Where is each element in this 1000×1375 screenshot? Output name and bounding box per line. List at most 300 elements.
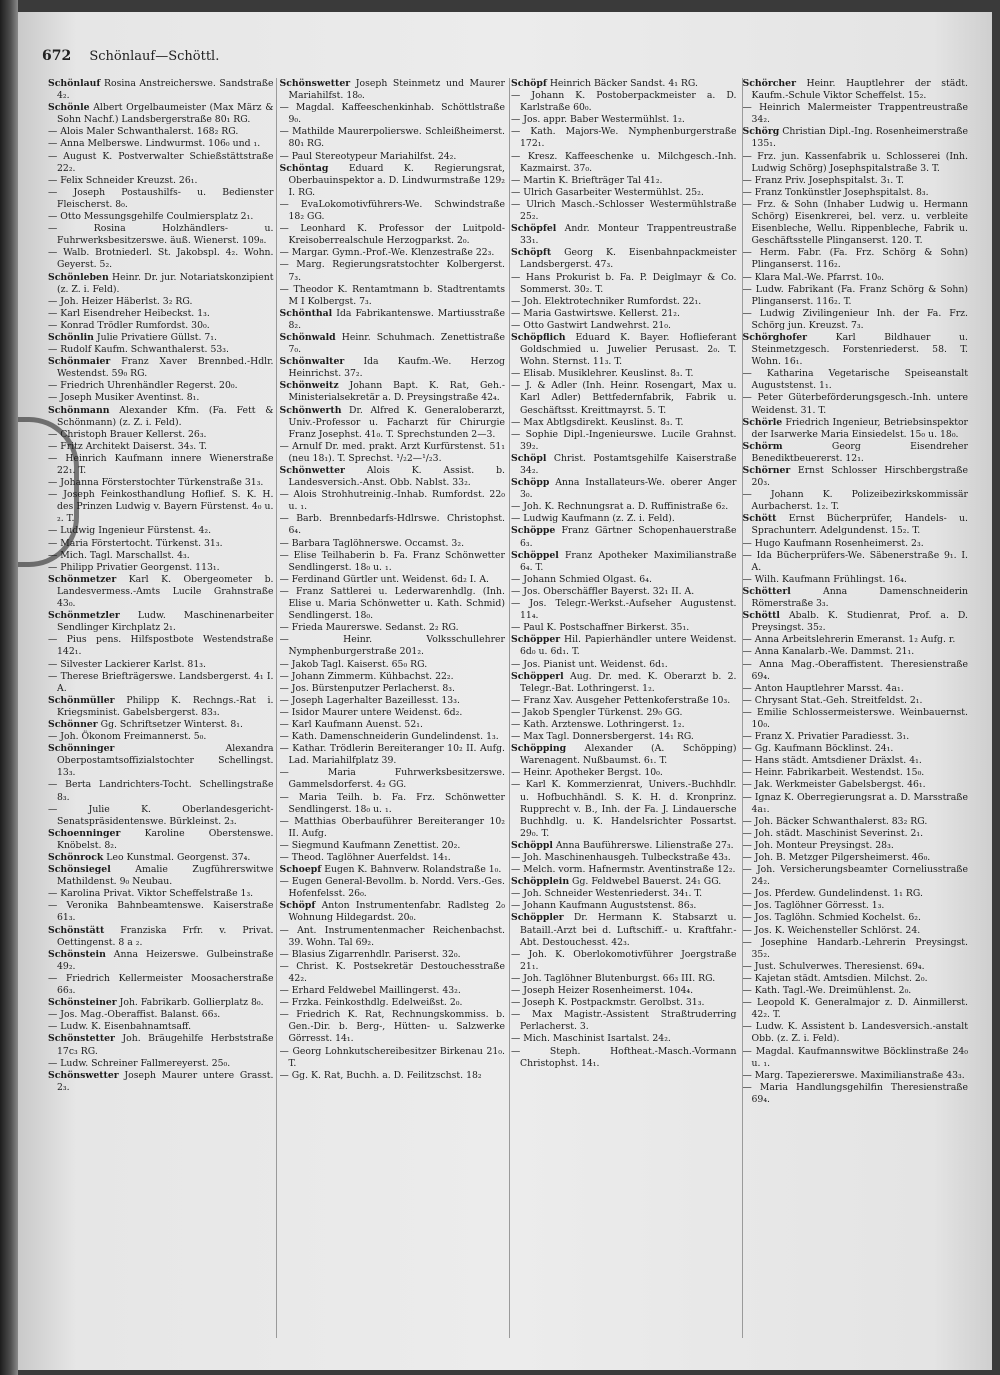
entry-details: — Mathilde Maurerpolierswe. Schleißheimerst. 80₁ RG.	[279, 126, 505, 150]
directory-entry	[48, 441, 274, 453]
directory-entry	[280, 538, 506, 550]
directory-entry	[743, 538, 969, 550]
entry-details: — Alois Maler Schwanthalerst. 168₂ RG.	[48, 126, 239, 138]
entry-details: Karl K. Obergeometer b. Landesvermess.-Amts Lucile Grahnstraße 43₀.	[57, 573, 274, 610]
entry-details: — Joh. städt. Maschinist Severinst. 2₁.	[742, 827, 924, 839]
directory-entry	[743, 513, 969, 537]
entry-details: — Ferdinand Gürtler unt. Weidenst. 6d₂ I. A.	[279, 573, 490, 585]
entry-details: — Ludw. Schreiner Fallmereyerst. 25₀.	[48, 1057, 231, 1069]
entry-details: — Johann Schmied Olgast. 6₄.	[511, 573, 652, 585]
entry-details: — Pius pens. Hilfspostbote Westendstraße 142₁.	[48, 634, 274, 658]
entry-details: — Joseph K. Postpackmstr. Gerolbst. 31₃.	[511, 997, 705, 1009]
directory-entry	[48, 973, 274, 997]
entry-details: — Konrad Trödler Rumfordst. 30₀.	[48, 319, 210, 331]
directory-entry	[743, 586, 969, 610]
entry-details: Anna Damenschneiderin Römerstraße 3₃.	[751, 585, 968, 610]
directory-entry	[511, 985, 737, 997]
entry-details: — Kath. Damenschneiderin Gundelindenst. 1₃.	[279, 731, 499, 743]
entry-details: Alexandra Oberpostamtsoffizialstochter Schellingst. 13₃.	[57, 743, 274, 779]
directory-entry	[511, 199, 737, 223]
directory-entry	[511, 622, 737, 634]
entry-surname: Schönwetter	[279, 465, 345, 476]
entry-details: — Ulrich Masch.-Schlosser Westermühlstraße 25₂.	[511, 198, 737, 223]
directory-entry	[743, 659, 969, 683]
directory-entry	[48, 695, 274, 719]
directory-entry	[48, 175, 274, 187]
entry-details: — J. & Adler (Inh. Heinr. Rosengart, Max u. Karl Adler) Bettfedernfabrik, Fabrik u. Geschäftsst. Kreittmayrst. 5. T.	[511, 380, 737, 416]
entry-details: — Friedrich K. Rat, Rechnungskommiss. b. Gen.-Dir. b. Berg-, Hütten- u. Salzwerke Görresst. 14₁.	[279, 1009, 505, 1045]
directory-entry	[743, 707, 969, 731]
directory-entry	[280, 864, 506, 876]
entry-surname: Schönmüller	[48, 694, 115, 706]
directory-entry	[511, 997, 737, 1009]
directory-entry	[511, 574, 737, 586]
directory-entry	[511, 743, 737, 767]
entry-details: — Ludw. Fabrikant (Fa. Franz Schörg & Sohn) Plinganserst. 116₂. T.	[742, 283, 968, 307]
directory-entry	[280, 634, 506, 658]
directory-entry	[280, 767, 506, 791]
directory-entry	[511, 78, 737, 90]
entry-details: Anna Installateurs-We. oberer Anger 3₀.	[520, 477, 737, 501]
directory-entry	[280, 247, 506, 259]
entry-details: Joh. Fabrikarb. Gollierplatz 8₀.	[119, 997, 264, 1009]
directory-entry	[743, 985, 969, 997]
directory-entry	[48, 126, 274, 138]
directory-entry	[511, 598, 737, 622]
entry-details: — Philipp Privatier Georgenst. 113₁.	[48, 561, 220, 573]
entry-surname: Schöpperl	[511, 670, 564, 682]
entry-details: Alexander (A. Schöpping) Warenagent. Nußbaumst. 6₁. T.	[520, 743, 737, 767]
directory-entry	[280, 731, 506, 743]
entry-details: Albert Orgelbaumeister (Max März & Sohn Nachf.) Landsbergerstraße 80₁ RG.	[57, 102, 274, 126]
directory-entry	[280, 792, 506, 816]
book-binding-shadow	[0, 0, 18, 1375]
directory-entry	[743, 272, 969, 284]
entry-details: Aug. Dr. med. K. Oberarzt b. 2. Telegr.-Bat. Lothringerst. 1₂.	[520, 670, 737, 694]
directory-entry	[280, 683, 506, 695]
column-4	[743, 78, 969, 1343]
directory-entry	[48, 659, 274, 671]
directory-entry	[743, 550, 969, 574]
entry-details: — Maria Gastwirtswe. Kellerst. 21₂.	[511, 307, 680, 319]
entry-details: — Isidor Maurer untere Weidenst. 6d₂.	[279, 706, 463, 718]
entry-surname: Schönlauf	[48, 78, 101, 89]
entry-details: — Ludw. K. Eisenbahnamtsaff.	[48, 1021, 192, 1033]
directory-entry	[743, 441, 969, 465]
entry-surname: Schöpflich	[511, 331, 566, 343]
directory-entry	[280, 223, 506, 247]
entry-details: — Christoph Brauer Kellerst. 26₃.	[48, 428, 207, 440]
directory-entry	[280, 659, 506, 671]
directory-entry	[48, 320, 274, 332]
entry-details: Heinrich Bäcker Sandst. 4₁ RG.	[549, 78, 698, 89]
entry-details: — Blasius Zigarrenhdlr. Pariserst. 32₀.	[279, 948, 461, 960]
entry-details: — Elise Teilhaberin b. Fa. Franz Schönwetter Sendlingerst. 18₀ u. ₁.	[279, 549, 505, 573]
directory-entry	[743, 779, 969, 791]
entry-details: — Theodor K. Rentamtmann b. Stadtrentamts M I Kolbergst. 7₃.	[279, 283, 505, 307]
directory-columns	[48, 78, 968, 1343]
entry-details: — Jos. Oberschäffler Bayerst. 32₁ II. A.	[511, 585, 695, 597]
entry-details: Heinr. Dr. jur. Notariatskonzipient (z. Z. i. Feld).	[57, 271, 274, 295]
entry-surname: Schörle	[742, 416, 783, 428]
entry-surname: Schönmetzer	[48, 573, 117, 585]
directory-entry	[511, 1033, 737, 1045]
entry-details: — Joh. B. Metzger Pilgersheimerst. 46₀.	[742, 852, 931, 863]
directory-entry	[743, 731, 969, 743]
entry-details: — Joh. K. Oberlokomotivführer Joergstraße 21₁.	[511, 948, 737, 972]
directory-entry	[511, 973, 737, 985]
directory-entry	[48, 78, 274, 102]
entry-surname: Schöpfel	[511, 223, 557, 235]
directory-entry	[511, 417, 737, 429]
directory-entry	[280, 163, 506, 199]
directory-entry	[280, 284, 506, 308]
entry-details: — Just. Schulverwes. Theresienst. 69₄.	[742, 960, 925, 972]
entry-details: — Heinr. Volksschullehrer Nymphenburgerstraße 201₂.	[279, 634, 505, 658]
directory-entry	[280, 1070, 506, 1082]
entry-surname: Schöpf	[279, 900, 316, 912]
directory-entry	[743, 175, 969, 187]
entry-details: — Jak. Werkmeister Gabelsbergst. 46₁.	[742, 779, 926, 791]
entry-details: — Peter Güterbeförderungsgesch.-Inh. untere Weidenst. 31. T.	[742, 392, 968, 416]
entry-details: — Gg. Kaufmann Böcklinst. 24₁.	[742, 743, 894, 755]
entry-details: — Joh. Ökonom Freimannerst. 5₀.	[48, 731, 207, 743]
directory-entry	[48, 719, 274, 731]
directory-entry	[48, 804, 274, 828]
entry-details: — Leopold K. Generalmajor z. D. Ainmillerst. 42₂. T.	[742, 997, 968, 1021]
directory-entry	[511, 731, 737, 743]
entry-details: — Joh. Bäcker Schwanthalerst. 83₂ RG.	[742, 815, 928, 827]
entry-details: — Kath. Tagl.-We. Dreimühlenst. 2₀.	[742, 985, 912, 997]
directory-entry	[743, 308, 969, 332]
entry-details: — Joh. Taglöhner Blutenburgst. 66₃ III. RG.	[511, 972, 716, 984]
directory-entry	[280, 465, 506, 489]
entry-details: — Hugo Kaufmann Rosenheimerst. 2₃.	[742, 537, 924, 549]
entry-details: — Emilie Schlossermeisterswe. Weinbauernst. 10₀.	[742, 706, 968, 730]
entry-details: — Barb. Brennbedarfs-Hdlrswe. Christophst. 6₄.	[279, 513, 505, 537]
directory-entry	[743, 368, 969, 392]
entry-details: — Joseph Feinkosthandlung Hoflief. S. K. H. des Prinzen Ludwig v. Bayern Fürstenst. 4₀ u. ₂. T.	[48, 489, 274, 525]
entry-details: — Maria Handlungsgehilfin Theresienstraße 69₄.	[742, 1081, 968, 1105]
entry-details: Karl Bildhauer u. Steinmetzgesch. Forstenriederst. 58. T. Wohn. 16₁.	[751, 331, 968, 368]
entry-surname: Schönsiegel	[48, 864, 111, 876]
directory-entry	[743, 828, 969, 840]
directory-entry	[743, 634, 969, 646]
directory-entry	[511, 671, 737, 695]
directory-entry	[280, 961, 506, 985]
entry-surname: Schönweitz	[279, 380, 339, 392]
entry-details: — Frieda Maurerswe. Sedanst. 2₂ RG.	[279, 622, 459, 634]
entry-details: — Jos. Mag.-Oberaffist. Balanst. 66₃.	[48, 1009, 221, 1021]
entry-details: — Paul K. Postschaffner Birkerst. 35₁.	[511, 622, 690, 634]
entry-details: — Siegmund Kaufmann Zenettist. 20₂.	[279, 839, 461, 851]
entry-details: — Joseph Postaushilfs- u. Bedienster Fleischerst. 8₀.	[48, 186, 274, 210]
directory-entry	[48, 356, 274, 380]
directory-entry	[280, 259, 506, 283]
directory-entry	[48, 852, 274, 864]
entry-details: — Margar. Gymn.-Prof.-We. Klenzestraße 22₃.	[279, 247, 495, 259]
directory-entry	[511, 126, 737, 150]
entry-details: Franz Apotheker Maximilianstraße 6₄. T.	[520, 549, 737, 573]
entry-surname: Schoenninger	[48, 827, 121, 839]
entry-surname: Schöppel	[511, 549, 559, 561]
entry-surname: Schöpper	[511, 634, 561, 646]
directory-entry	[743, 78, 969, 102]
entry-details: Anton Instrumentenfabr. Radlsteg 2₀ Wohnung Hildegardst. 20₀.	[288, 900, 505, 924]
entry-surname: Schönstätt	[48, 924, 105, 936]
entry-details: Rosina Anstreicherswe. Sandstraße 4₂.	[57, 78, 274, 102]
directory-entry	[280, 332, 506, 356]
directory-entry	[511, 864, 737, 876]
entry-details: — Joh. Monteur Preysingst. 28₃.	[742, 839, 894, 851]
directory-entry	[511, 900, 737, 912]
directory-entry	[511, 634, 737, 658]
entry-details: — Anna Arbeitslehrerin Emeranst. 1₂ Aufg. r.	[742, 634, 956, 646]
directory-entry	[48, 731, 274, 743]
entry-details: — Joh. Elektrotechniker Rumfordst. 22₁.	[511, 295, 702, 307]
entry-details: — Marg. Regierungsratstochter Kolbergerst. 7₃.	[279, 259, 505, 283]
entry-details: — Kathar. Trödlerin Bereiteranger 10₂ II. Aufg. Lad. Mariahilfplatz 39.	[279, 743, 505, 767]
directory-entry	[280, 550, 506, 574]
entry-details: — Katharina Vegetarische Speiseanstalt Auguststenst. 1₁.	[742, 368, 968, 392]
directory-entry	[511, 1046, 737, 1070]
entry-details: Christian Dipl.-Ing. Rosenheimerstraße 135₁.	[751, 126, 968, 150]
directory-entry	[511, 949, 737, 973]
directory-entry	[511, 223, 737, 247]
entry-details: — Klara Mal.-We. Pfarrst. 10₀.	[742, 271, 885, 283]
entry-details: — Karolina Privat. Viktor Scheffelstraße 1₃.	[48, 888, 254, 900]
directory-entry	[280, 695, 506, 707]
directory-entry	[743, 392, 969, 416]
directory-entry	[280, 816, 506, 840]
entry-details: — Rudolf Kaufm. Schwanthalerst. 53₃.	[48, 344, 229, 356]
directory-entry	[48, 151, 274, 175]
directory-entry	[280, 876, 506, 900]
entry-details: — Joseph Lagerhalter Bazeillesst. 13₃.	[279, 694, 460, 706]
directory-entry	[280, 719, 506, 731]
entry-surname: Schörner	[742, 465, 791, 476]
entry-details: Andr. Monteur Trappentreustraße 33₁.	[520, 223, 737, 247]
entry-details: — Heinrich Malermeister Trappentreustraße 34₂.	[742, 102, 968, 126]
entry-details: — Karl Kaufmann Auenst. 52₁.	[279, 718, 423, 730]
entry-details: — Franz Sattlerei u. Lederwarenhdlg. (Inh. Elise u. Maria Schönwetter u. Kath. Schmid) Sendlingerst. 18₀.	[279, 585, 505, 622]
entry-details: — Gg. K. Rat, Buchh. a. D. Feilitzschst. 18₂	[279, 1069, 482, 1081]
entry-details: — Max Abtlgsdirekt. Keuslinst. 8₃. T.	[511, 416, 684, 428]
entry-details: — Rosina Holzhändlers- u. Fuhrwerksbesitzerswe. äuß. Wienerst. 109₈.	[48, 223, 274, 247]
directory-entry	[280, 852, 506, 864]
entry-details: Leo Kunstmal. Georgenst. 37₄.	[106, 852, 251, 863]
entry-details: — Johann K. Polizeibezirkskommissär Aurbacherst. 1₂. T.	[742, 489, 968, 513]
directory-entry	[280, 925, 506, 949]
directory-entry	[280, 1046, 506, 1070]
entry-details: Dr. Alfred K. Generaloberarzt, Univ.-Professor u. Facharzt für Chirurgie Franz Josephst. 41₀. T. Sprechstunden 2—3.	[288, 404, 505, 440]
directory-entry	[743, 912, 969, 924]
directory-entry	[48, 211, 274, 223]
directory-entry	[48, 949, 274, 973]
directory-entry	[743, 199, 969, 247]
directory-entry	[48, 102, 274, 126]
entry-details: — Silvester Lackierer Karlst. 81₃.	[48, 658, 206, 670]
directory-entry	[511, 1009, 737, 1033]
entry-surname: Schöppe	[511, 525, 556, 537]
entry-details: Friedrich Ingenieur, Betriebsinspektor der Isarwerke Maria Einsiedelst. 15₀ u. 18₀.	[751, 416, 968, 440]
entry-details: — Erhard Feldwebel Maillingerst. 43₂.	[279, 985, 461, 997]
entry-details: — Ludwig Kaufmann (z. Z. i. Feld).	[511, 513, 675, 525]
entry-surname: Schönmetzler	[48, 610, 120, 622]
entry-surname: Schönmann	[48, 404, 110, 416]
entry-details: — Jakob Spengler Türkenst. 29₀ GG.	[511, 706, 683, 718]
entry-surname: Schönstein	[48, 948, 106, 960]
entry-details: — Eugen General-Bevollm. b. Nordd. Vers.-Ges. Hofenfelsst. 26₀.	[279, 876, 505, 900]
entry-details: Hil. Papierhändler untere Weidenst. 6d₀ u. 6d₁. T.	[520, 634, 737, 658]
entry-details: — Magdal. Kaufmannswitwe Böcklinstraße 24₀ u. ₁.	[742, 1045, 968, 1069]
column-2	[280, 78, 506, 1343]
entry-details: — Mich. Tagl. Marschallst. 4₃.	[48, 549, 190, 561]
entry-surname: Schöppl	[511, 839, 553, 851]
entry-details: — Johann K. Postoberpackmeister a. D. Karlstraße 60₀.	[511, 90, 737, 114]
entry-details: — Anna Melberswe. Lindwurmst. 106₀ und ₁.	[48, 138, 261, 150]
entry-details: — Joh. K. Rechnungsrat a. D. Ruffinistraße 6₂.	[511, 501, 729, 513]
directory-entry	[48, 525, 274, 537]
directory-entry	[280, 900, 506, 924]
directory-entry	[511, 175, 737, 187]
directory-entry	[511, 501, 737, 513]
directory-entry	[743, 767, 969, 779]
entry-details: — Wilh. Kaufmann Frühlingst. 16₄.	[742, 573, 907, 585]
directory-entry	[280, 489, 506, 513]
entry-details: Ernst Schlosser Hirschbergstraße 20₃.	[751, 465, 968, 489]
entry-details: Gg. Feldwebel Bauerst. 24₁ GG.	[572, 876, 722, 888]
entry-surname: Schönstetter	[48, 1033, 115, 1045]
directory-entry	[511, 876, 737, 888]
directory-entry	[280, 671, 506, 683]
directory-entry	[48, 743, 274, 779]
entry-details: — Jos. K. Weichensteller Schlörst. 24.	[742, 924, 921, 936]
entry-details: — Frzka. Feinkosthdlg. Edelweißst. 2₀.	[279, 997, 463, 1009]
entry-details: — August K. Postverwalter Schießstättstraße 22₂.	[48, 150, 274, 174]
directory-entry	[743, 465, 969, 489]
directory-entry	[280, 513, 506, 537]
entry-details: Eugen K. Bahnverw. Rolandstraße 1₀.	[324, 864, 502, 876]
directory-entry	[48, 296, 274, 308]
entry-details: — Jakob Tagl. Kaiserst. 65₀ RG.	[279, 658, 428, 670]
entry-surname: Schönner	[48, 718, 98, 730]
directory-entry	[743, 1082, 969, 1106]
entry-details: — Johanna Försterstochter Türkenstraße 31₃.	[48, 477, 264, 489]
directory-entry	[511, 513, 737, 525]
entry-details: — Frz. jun. Kassenfabrik u. Schlosserei (Inh. Ludwig Schörg) Josephspitalstraße 3. T.	[742, 150, 968, 174]
entry-details: — Maria Fuhrwerksbesitzerswe. Gammelsdorferst. 4₂ GG.	[279, 767, 505, 791]
directory-entry	[743, 937, 969, 961]
directory-entry	[511, 550, 737, 574]
directory-entry	[48, 779, 274, 803]
directory-entry	[743, 151, 969, 175]
entry-details: — Felix Schneider Kreuzst. 26₁.	[48, 174, 198, 186]
entry-details: — Franz X. Privatier Paradiesst. 3₁.	[742, 731, 910, 743]
entry-details: Georg Eisendreher Benediktbeuererst. 12₁.	[751, 440, 968, 464]
entry-surname: Schönwald	[279, 331, 336, 343]
entry-surname: Schoepf	[279, 864, 322, 876]
entry-details: — Franz Priv. Josephspitalst. 3₁. T.	[742, 174, 905, 186]
directory-entry	[48, 223, 274, 247]
running-head: Schönlauf—Schöttl.	[89, 49, 220, 64]
directory-entry	[48, 429, 274, 441]
entry-details: Heinr. Schuhmach. Zenettistraße 7₀.	[288, 331, 505, 356]
directory-entry	[280, 707, 506, 719]
entry-details: Joh. Bräugehilfe Herbststraße 17c₃ RG.	[57, 1033, 274, 1057]
directory-entry	[280, 622, 506, 634]
entry-details: — Sophie Dipl.-Ingenieurswe. Lucile Grahnst. 39₂.	[511, 428, 737, 452]
directory-entry	[280, 1009, 506, 1045]
entry-details: Ludw. Maschinenarbeiter Sendlinger Kirchplatz 2₁.	[57, 610, 274, 634]
entry-details: — Johann Zimmerm. Kühbachst. 22₂.	[279, 670, 454, 682]
directory-entry	[280, 985, 506, 997]
directory-entry	[511, 888, 737, 900]
entry-details: — Anna Mag.-Oberaffistent. Theresienstraße 69₄.	[742, 658, 968, 682]
directory-entry	[743, 247, 969, 271]
entry-surname: Schörg	[742, 126, 780, 138]
entry-details: Julie Privatiere Güllst. 7₁.	[96, 331, 217, 343]
directory-entry	[48, 538, 274, 550]
entry-details: — Jos. Telegr.-Werkst.-Aufseher Augustenst. 11₄.	[511, 598, 737, 622]
entry-surname: Schöpf	[511, 78, 547, 89]
entry-surname: Schöpplein	[511, 876, 570, 888]
entry-details: Franz Xaver Brennbed.-Hdlr. Westendst. 59₀ RG.	[57, 356, 274, 380]
directory-entry	[48, 1021, 274, 1033]
directory-entry	[280, 743, 506, 767]
entry-details: — Martin K. Briefträger Tal 41₂.	[511, 174, 663, 186]
entry-details: — Matthias Oberbauführer Bereiteranger 10₂ II. Aufg.	[279, 815, 505, 839]
directory-entry	[511, 368, 737, 380]
entry-details: — Karl Eisendreher Heibeckst. 1₃.	[48, 307, 210, 319]
directory-entry	[48, 247, 274, 271]
directory-entry	[280, 840, 506, 852]
entry-details: — Josephine Handarb.-Lehrerin Preysingst. 35₂.	[742, 936, 968, 960]
entry-details: — Friedrich Kellermeister Moosacherstraße 66₃.	[48, 972, 274, 997]
entry-details: — Mich. Maschinist Isartalst. 24₂.	[511, 1033, 671, 1045]
entry-surname: Schönle	[48, 102, 90, 114]
entry-details: — Frz. & Sohn (Inhaber Ludwig u. Hermann Schörg) Eisenkrerei, bel. verz. u. verbleite Eisenbleche, Wellu. Rippenbleche, Fabrik u. Geschäftsstelle Plinganserst. 120. T.	[742, 198, 968, 247]
entry-details: — Kath. Arztenswe. Lothringerst. 1₂.	[511, 718, 685, 730]
entry-details: — Kresz. Kaffeeschenke u. Milchgesch.-Inh. Kazmairst. 37₀.	[511, 150, 737, 174]
entry-details: — Ludw. K. Assistent b. Landesversich.-anstalt Obb. (z. Z. i. Feld).	[742, 1021, 968, 1045]
directory-entry	[511, 380, 737, 416]
directory-entry	[743, 187, 969, 199]
directory-entry	[511, 767, 737, 779]
entry-details: — Theod. Taglöhner Auerfeldst. 14₁.	[279, 852, 451, 863]
directory-entry	[743, 925, 969, 937]
directory-entry	[743, 646, 969, 658]
directory-entry	[511, 477, 737, 501]
directory-entry	[743, 888, 969, 900]
directory-entry	[280, 574, 506, 586]
entry-details: Philipp K. Rechngs.-Rat i. Kriegsminist. Gabelsbergerst. 83₃.	[57, 694, 274, 718]
entry-surname: Schönswetter	[279, 78, 351, 89]
entry-details: — Heinrich Kaufmann innere Wienerstraße 22₁. T.	[48, 452, 274, 476]
directory-entry	[48, 671, 274, 695]
directory-entry	[280, 441, 506, 465]
entry-details: — Anna Kanalarb.-We. Dammst. 21₁.	[742, 646, 915, 658]
entry-surname: Schönninger	[48, 743, 115, 755]
directory-entry	[48, 344, 274, 356]
entry-details: — Joh. Heizer Häberlst. 3₂ RG.	[48, 295, 193, 307]
entry-details: — Arnulf Dr. med. prakt. Arzt Kurfürstenst. 51₁ (neu 18₁). T. Sprechst. ¹/₂2—¹/₂3.	[279, 440, 505, 464]
entry-details: — Veronika Bahnbeamtenswe. Kaiserstraße 61₃.	[48, 900, 274, 924]
directory-entry	[743, 574, 969, 586]
directory-entry	[48, 308, 274, 320]
entry-surname: Schönswetter	[48, 1069, 119, 1081]
entry-surname: Schönrock	[48, 852, 104, 863]
